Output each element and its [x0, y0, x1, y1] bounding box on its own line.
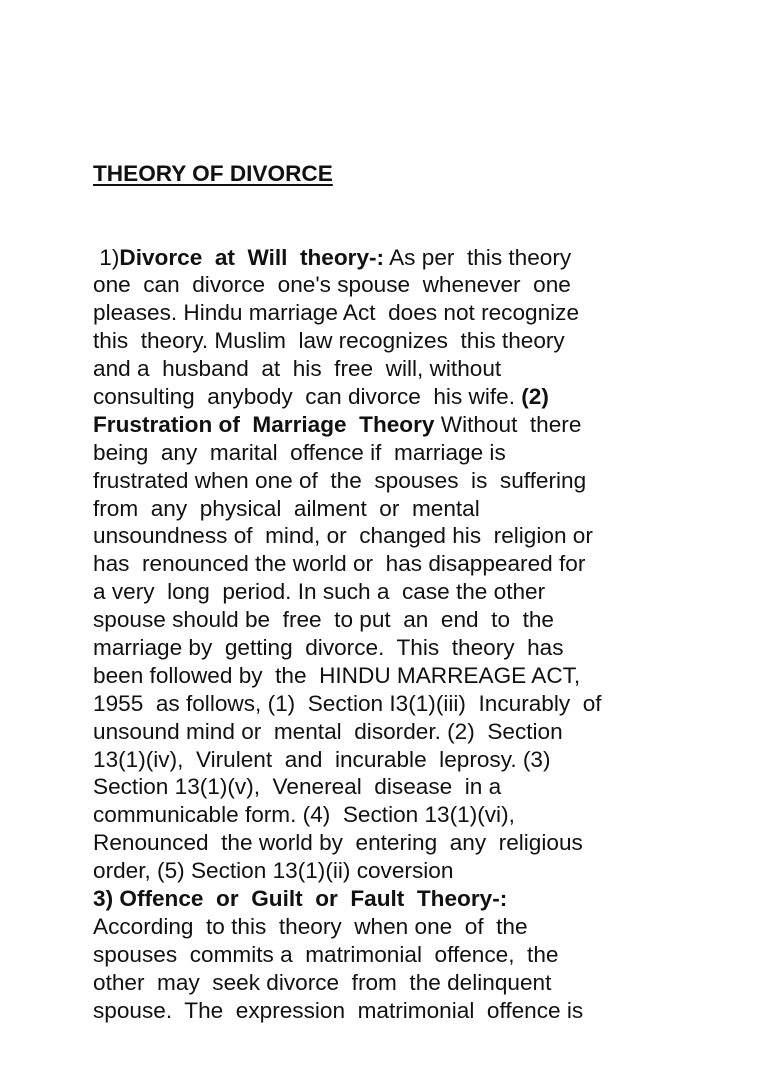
text-line	[93, 522, 733, 550]
text-line	[93, 634, 733, 662]
text-line	[93, 467, 733, 495]
text-segment: communicable form. (4) Section 13(1)(vi),	[93, 802, 515, 828]
text-line	[93, 244, 733, 272]
text-segment: consulting anybody can divorce his wife.	[93, 383, 522, 409]
text-line	[93, 997, 733, 1025]
text-line	[93, 857, 733, 885]
text-segment: has renounced the world or has disappeared for	[93, 551, 586, 577]
text-line	[93, 411, 733, 439]
text-segment: being any marital offence if marriage is	[93, 439, 506, 465]
text-line	[93, 941, 733, 969]
text-line	[93, 718, 733, 746]
text-line	[93, 773, 733, 801]
text-line	[93, 885, 733, 913]
text-line	[93, 801, 733, 829]
bold-text-segment: Frustration of Marriage Theory	[93, 411, 435, 437]
text-line	[93, 662, 733, 690]
text-segment: been followed by the HINDU MARREAGE ACT,	[93, 662, 581, 688]
text-line	[93, 299, 733, 327]
text-line	[93, 383, 733, 411]
document-text-lines	[93, 244, 733, 1025]
bold-text-segment: 3) Offence or Guilt or Fault Theory-:	[93, 886, 508, 911]
text-segment: order, (5) Section 13(1)(ii) coversion	[93, 858, 454, 884]
text-segment: 13(1)(iv), Virulent and incurable leprosy. (3)	[93, 746, 551, 772]
text-line	[93, 355, 733, 383]
text-segment: frustrated when one of the spouses is suffering	[93, 467, 587, 493]
text-segment: Renounced the world by entering any religious	[93, 830, 583, 856]
bold-text-segment: Divorce at Will theory-:	[119, 244, 385, 270]
text-line	[93, 550, 733, 578]
text-segment: Section 13(1)(v), Venereal disease in a	[93, 774, 502, 800]
document-title: THEORY OF DIVORCE	[93, 160, 333, 186]
text-line	[93, 969, 733, 997]
text-line	[93, 913, 733, 941]
text-segment: from any physical ailment or mental	[93, 495, 480, 521]
text-line	[93, 495, 733, 523]
text-segment: According to this theory when one of the	[93, 913, 528, 939]
text-segment: As per this theory	[384, 244, 572, 270]
text-segment: marriage by getting divorce. This theory has	[93, 634, 564, 660]
text-segment: unsoundness of mind, or changed his religion or	[93, 523, 593, 549]
text-segment: unsound mind or mental disorder. (2) Section	[93, 718, 563, 744]
text-segment: other may seek divorce from the delinquent	[93, 969, 552, 995]
text-segment: this theory. Muslim law recognizes this theory	[93, 328, 565, 354]
text-line	[93, 327, 733, 355]
text-line	[93, 606, 733, 634]
text-line	[93, 829, 733, 857]
text-segment: and a husband at his free will, without	[93, 356, 502, 382]
text-segment: spouse. The expression matrimonial offence is	[93, 997, 584, 1023]
text-line	[93, 578, 733, 606]
text-line	[93, 690, 733, 718]
text-segment: pleases. Hindu marriage Act does not recognize	[93, 300, 580, 326]
text-segment: one can divorce one's spouse whenever one	[93, 272, 571, 298]
text-segment: 1)	[93, 244, 120, 270]
text-line	[93, 439, 733, 467]
text-segment: spouse should be free to put an end to the	[93, 607, 554, 633]
text-line	[93, 271, 733, 299]
text-segment: Without there	[434, 411, 582, 437]
text-segment: spouses commits a matrimonial offence, the	[93, 941, 559, 967]
text-line	[93, 746, 733, 774]
text-segment: a very long period. In such a case the other	[93, 579, 546, 605]
text-segment: 1955 as follows, (1) Section I3(1)(iii) Incurably of	[93, 690, 602, 716]
document-body	[93, 104, 733, 1080]
bold-text-segment: (2)	[521, 383, 549, 409]
